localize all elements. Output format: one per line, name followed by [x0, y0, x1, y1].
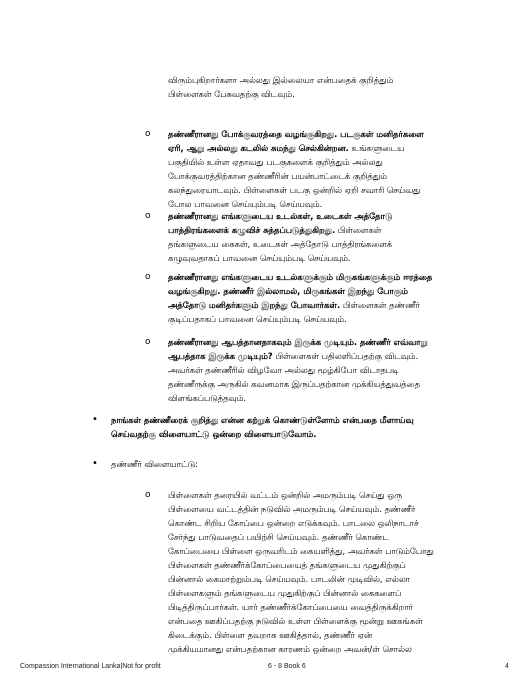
bold-line: தண்ணீரானது எங்களுடைய உடல்கள், உடைகள் அத்தோடு	[168, 211, 393, 221]
normal-line: தங்களுடைய கைகள், உடைகள் அத்தோடு பாத்திரங்களைக்	[168, 239, 393, 249]
mixed-line	[168, 298, 432, 312]
mixed-line	[168, 223, 392, 237]
normal-line: போல பாவனை செய்யும்படி செய்யவும்.	[168, 199, 323, 209]
footer-book-label: 6 - 8 Book 6	[268, 663, 306, 670]
sub-bullet-marker: o	[145, 337, 151, 347]
sub-item-moisture	[168, 270, 432, 326]
normal-line: கழுவுவதாகப் பாவனை செய்யும்படி செய்யவும்.	[168, 253, 351, 263]
bold-line: வழங்குகிறது. தண்ணீர் இல்லாமல், மிருகங்கள் இறந்து போகும்	[168, 286, 408, 296]
water-game-heading: தண்ணீர் விளையாட்டு:	[111, 459, 198, 469]
game-line: சேர்ந்து பாடுவதைப் பயிற்சி செய்யவும். தண்ணீர் கொண்ட	[168, 532, 389, 542]
sub-bullet-marker: o	[145, 272, 151, 282]
bold-line: தண்ணீரானது ஆபத்தானதாகவும் இருக்க முடியும். தண்ணீர் எவ்வாறு	[168, 337, 428, 347]
footer-page-number: 4	[505, 663, 509, 670]
game-line: கோப்பையை பிள்ளை ஒருவரிடம் கையளித்து, அவர்கள் பாடும்போது	[168, 546, 434, 556]
bold-fragment: ஏரி, ஆறு அல்லது கடலில் சுமந்து செல்கின்றன.	[168, 143, 349, 153]
main-bullet-marker: •	[92, 414, 98, 425]
bold-line: தண்ணீரானது போக்குவரத்தை வழங்குகிறது. படகுகள் மனிதர்களை	[168, 129, 424, 139]
game-line: கிடைக்கும். பிள்ளை தவறாக ஊகித்தால், தண்ணீர் ஏன்	[168, 630, 373, 640]
game-line: முக்கியமானது என்பதற்கான காரணம் ஒன்றை அவன்/ள் சொல்ல	[168, 644, 412, 654]
normal-line: போக்குவரத்திற்கான தண்ணீரின் பயன்பாட்டைக் குறித்தும்	[168, 171, 387, 181]
normal-fragment: உங்களுடைய	[351, 143, 405, 153]
normal-fragment: பிள்ளைகள் பதிலளிப்பதற்கு விடவும்.	[275, 351, 419, 361]
main-bullet-marker: •	[92, 458, 98, 469]
bold-fragment: ஆபத்தாக இருக்க முடியும்?	[168, 351, 273, 361]
review-game-intro	[111, 413, 414, 441]
sub-item-transport	[168, 127, 424, 211]
game-line: பின்னால் கைமாற்றும்படி செய்யவும். பாடலின் முடிவில், எல்லா	[168, 574, 411, 584]
mixed-line	[168, 141, 424, 155]
game-line: பிடித்திருப்பார்கள். யார் தண்ணீர்க்கோப்பையை வைத்திருக்கிறார்	[168, 602, 414, 612]
game-line: பிள்ளைகள் தரையில் வட்டம் ஒன்றில் அமரும்படி செய்து ஒரு	[168, 490, 403, 500]
normal-line: பகுதியில் உள்ள ஏதாவது படகுகளைக் குறித்தும் அல்லது	[168, 157, 383, 167]
normal-line: விளங்கப்படுத்தவும்.	[168, 393, 247, 403]
bold-fragment: பாத்திரங்களைக் கழுவிச் சுத்தப்படுத்துகிறது.	[168, 225, 336, 235]
sub-bullet-marker: o	[145, 490, 151, 500]
sub-bullet-marker: o	[145, 129, 151, 139]
sub-item-cleaning	[168, 209, 392, 265]
mixed-line	[168, 349, 428, 363]
intro-line: பிள்ளைகள் பேசுவதற்கு விடவும்.	[168, 89, 295, 99]
bold-line: செய்வதற்கு விளையாட்டு ஒன்றை விளையாடுவோம்.	[111, 429, 317, 439]
game-line: என்பதை ஊகிப்பதற்கு நடுவில் உள்ள பிள்ளைக்கு மூன்று ஊகங்கள்	[168, 616, 423, 626]
bold-fragment: அத்தோடு மனிதர்களும் இறந்து போவார்கள்.	[168, 300, 341, 310]
normal-line: அவர்கள் தண்ணீரில் விழவோ அல்லது மூழ்கிபோ விடாதபடி	[168, 365, 399, 375]
normal-line: குடிப்பதாகப் பாவனை செய்யும்படி செய்யவும்.	[168, 314, 347, 324]
sub-item-danger	[168, 335, 428, 405]
normal-line: கலந்துரையாடவும். பிள்ளைகள் படகு ஒன்றில் ஏறி சவாரி செய்வது	[168, 185, 421, 195]
game-line: கொண்ட சிறிய கோப்பை ஒன்றை எடுக்கவும். பாடலை ஒலிநாடாச்	[168, 518, 419, 528]
water-game-description	[168, 488, 434, 656]
intro-line: விரும்புகிறார்களா அல்லது இல்லையா என்பதைக் குறித்தும்	[168, 75, 394, 85]
intro-paragraph	[168, 73, 393, 101]
bold-line: தண்ணீரானது எங்களுடைய உடல்களுக்கும் மிருகங்களுக்கும் ஈரத்தை	[168, 272, 433, 282]
game-line: பிள்ளைகள் தண்ணீர்க்கோப்பையைத் தங்களுடைய முதுகிற்குப்	[168, 560, 406, 570]
game-line: பிள்ளைகளும் தங்களுடைய முதுகிற்குப் பின்னால் கைகளைப்	[168, 588, 402, 598]
game-line: பிள்ளையை வட்டத்தின் நடுவில் அமரும்படி செய்யவும். தண்ணீர்	[168, 504, 416, 514]
normal-line: தண்ணீருக்கு அருகில் கவனமாக இருப்பதற்கான முக்கியத்துவத்தை	[168, 379, 421, 389]
footer-organization: Compassion International Lanka|Not for profit	[20, 663, 161, 670]
sub-bullet-marker: o	[145, 211, 151, 221]
normal-fragment: பிள்ளைகள்	[337, 225, 382, 235]
normal-fragment: பிள்ளைகள் தண்ணீர்	[342, 300, 420, 310]
bold-line: நாங்கள் தண்ணீரைக் குறித்து என்ன கற்றுக் கொண்டுள்ளோம் என்பதை மீளாய்வு	[111, 415, 414, 425]
